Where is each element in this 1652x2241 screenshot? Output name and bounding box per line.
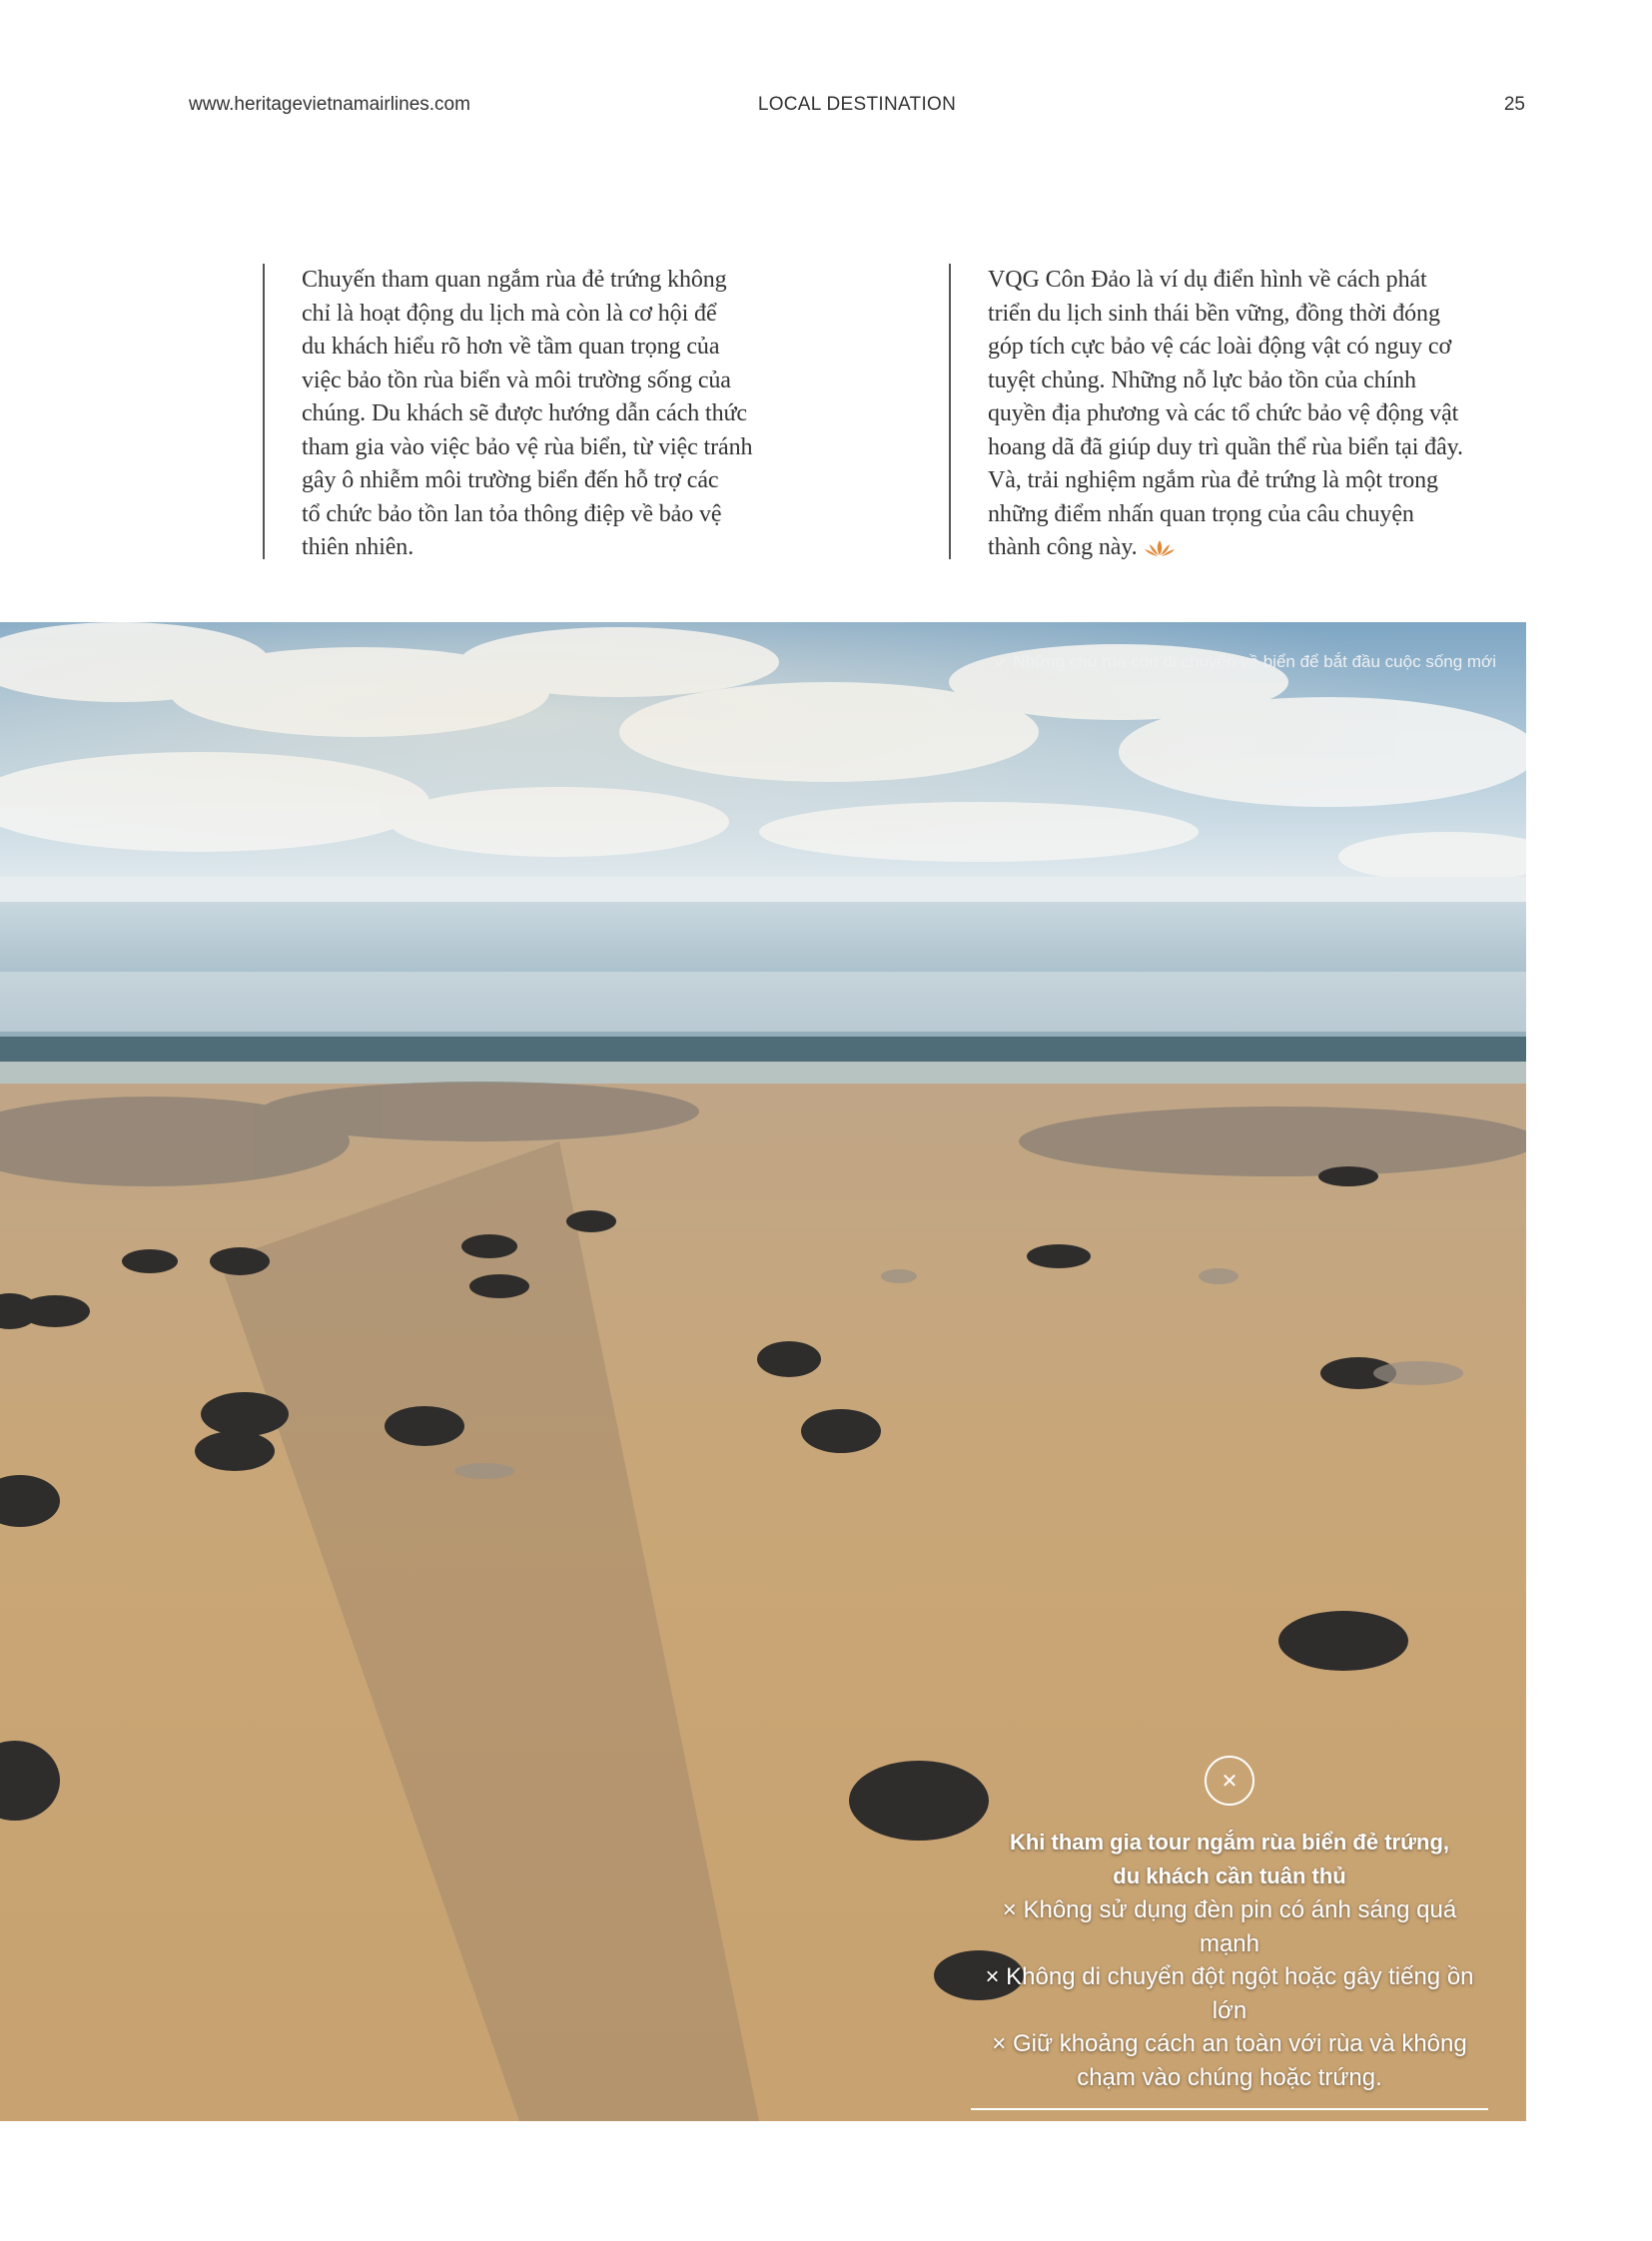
left-line: gây ô nhiễm môi trường biển đến hỗ trợ các bbox=[302, 467, 719, 493]
lotus-icon bbox=[1144, 538, 1176, 558]
right-line: tuyệt chủng. Những nỗ lực bảo tồn của chính bbox=[988, 367, 1416, 393]
right-line: góp tích cực bảo vệ các loài động vật có nguy cơ bbox=[988, 334, 1452, 360]
right-line-last bbox=[988, 531, 1567, 565]
arrow-down-left-icon: ↙ bbox=[994, 654, 1008, 671]
photo-caption bbox=[995, 652, 1496, 672]
right-line: Và, trải nghiệm ngắm rùa đẻ trứng là một trong bbox=[988, 467, 1438, 493]
section-title: LOCAL DESTINATION bbox=[757, 94, 957, 115]
left-line: tham gia vào việc bảo vệ rùa biển, từ việc tránh bbox=[302, 433, 753, 460]
right-line: VQG Côn Đảo là ví dụ điển hình về cách phát bbox=[988, 267, 1427, 293]
caption-text: Những chú rùa con di chuyển về biển để bắt đầu cuộc sống mới bbox=[1013, 652, 1496, 671]
left-line: du khách hiểu rõ hơn về tầm quan trọng của bbox=[302, 334, 720, 360]
right-line-text: thành công này. bbox=[988, 534, 1138, 560]
left-line: Chuyến tham quan ngắm rùa đẻ trứng không bbox=[302, 267, 727, 293]
right-line: hoang dã đã giúp duy trì quần thể rùa biển tại đây. bbox=[988, 433, 1463, 460]
website-url[interactable]: www.heritagevietnamairlines.com bbox=[189, 94, 470, 115]
right-line: những điểm nhấn quan trọng của câu chuyện bbox=[988, 500, 1414, 527]
left-line: chỉ là hoạt động du lịch mà còn là cơ hội để bbox=[302, 300, 717, 327]
page-number: 25 bbox=[1503, 94, 1525, 115]
right-line: triển du lịch sinh thái bền vững, đồng thời đóng bbox=[988, 300, 1440, 327]
left-line: tổ chức bảo tồn lan tỏa thông điệp về bảo vệ bbox=[302, 500, 722, 527]
tips-divider bbox=[971, 2108, 1488, 2110]
tips-list bbox=[971, 1893, 1488, 2094]
left-line: chúng. Du khách sẽ được hướng dẫn cách thức bbox=[302, 400, 747, 426]
page-header bbox=[189, 94, 1525, 124]
tips-title-line2: du khách cần tuân thủ bbox=[1113, 1864, 1346, 1888]
tips-item: × Không di chuyển đột ngột hoặc gây tiếng ồn lớn bbox=[985, 1963, 1474, 2024]
tips-title-line1: Khi tham gia tour ngắm rùa biển đẻ trứng, bbox=[1009, 1830, 1450, 1855]
tips-box bbox=[971, 1756, 1488, 2110]
tips-item: chạm vào chúng hoặc trứng. bbox=[1077, 2063, 1382, 2091]
right-line: quyền địa phương và các tổ chức bảo vệ động vật bbox=[988, 400, 1459, 426]
tips-item: × Không sử dụng đèn pin có ánh sáng quá mạnh bbox=[1002, 1896, 1457, 1957]
x-circle-icon: ✕ bbox=[1205, 1756, 1254, 1806]
article-column-left bbox=[263, 264, 856, 559]
tips-item: × Giữ khoảng cách an toàn với rùa và không bbox=[992, 2030, 1467, 2057]
beach-turtles-photo bbox=[0, 622, 1526, 2121]
article-column-right bbox=[949, 264, 1567, 559]
left-line: việc bảo tồn rùa biển và môi trường sống của bbox=[302, 367, 731, 393]
left-line: thiên nhiên. bbox=[302, 534, 414, 560]
